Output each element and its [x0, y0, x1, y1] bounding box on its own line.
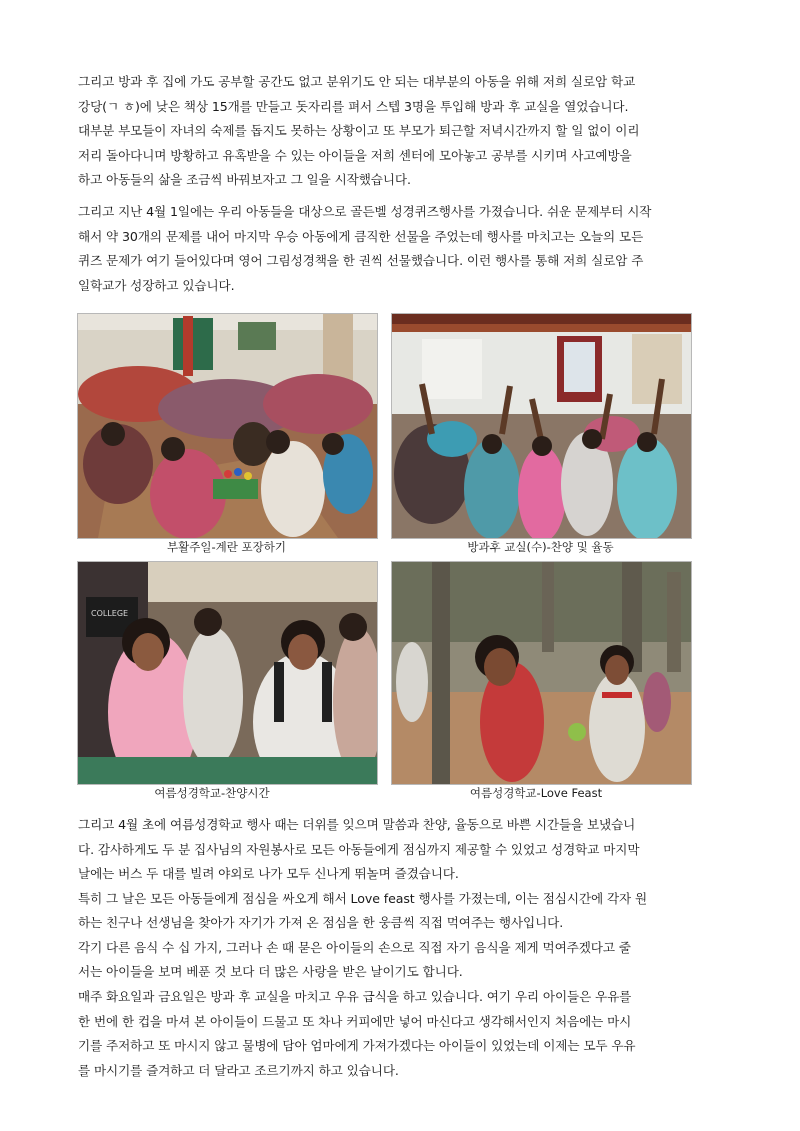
- text-line: 각기 다른 음식 수 십 가지, 그러나 손 때 묻은 아이들의 손으로 직접 자기 음식을 제게 먹여주겠다고 줄: [78, 939, 631, 955]
- text-line: 그리고 지난 4월 1일에는 우리 아동들을 대상으로 골든벨 성경퀴즈행사를 가졌습니다. 쉬운 문제부터 시작: [78, 204, 652, 219]
- photo-love-feast: [391, 561, 692, 785]
- paragraph-after-school: [78, 70, 726, 193]
- text-line: 대부분 부모들이 자녀의 숙제를 돕지도 못하는 상황이고 또 부모가 퇴근할 저녁시간까지 할 일 없이 이리: [78, 123, 640, 138]
- photo-easter-egg-packing: [77, 313, 378, 539]
- text-line: 일학교가 성장하고 있습니다.: [78, 277, 235, 293]
- text-line: 매주 화요일과 금요일은 방과 후 교실을 마치고 우유 급식을 하고 있습니다. 여기 우리 아이들은 우유를: [78, 989, 632, 1004]
- photo-caption: 부활주일-계란 포장하기: [167, 540, 286, 554]
- text-line: 그리고 4월 초에 여름성경학교 행사 때는 더위를 잊으며 말씀과 찬양, 율동으로 바쁜 시간들을 보냈습니: [78, 817, 636, 832]
- paragraph-summer-bible-school: [78, 813, 726, 985]
- text-line: 저리 돌아다니며 방황하고 유혹받을 수 있는 아이들을 저희 센터에 모아놓고 공부를 시키며 사고예방을: [78, 147, 632, 163]
- text-line: 다. 감사하게도 두 분 집사님의 자원봉사로 모든 아동들에게 점심까지 제공할 수 있었고 성경학교 마지막: [78, 841, 640, 857]
- text-line: 퀴즈 문제가 여기 들어있다며 영어 그림성경책을 한 권씩 선물했습니다. 이런 행사를 통해 저희 실로암 주: [78, 253, 644, 268]
- text-line: 를 마시기를 즐겨하고 더 달라고 조르기까지 하고 있습니다.: [78, 1062, 399, 1078]
- text-line: 날에는 버스 두 대를 빌려 야외로 나가 모두 신나게 뛰놀며 즐겼습니다.: [78, 866, 459, 881]
- shirt-print-text: COLLEGE: [91, 609, 129, 618]
- photo-after-school-dance: [391, 313, 692, 539]
- text-line: 그리고 방과 후 집에 가도 공부할 공간도 없고 분위기도 안 되는 대부분의 아동을 위해 저희 실로암 학교: [78, 74, 636, 89]
- photo-caption: 방과후 교실(수)-찬양 및 율동: [467, 540, 614, 554]
- paragraph-golden-bell-quiz: [78, 200, 726, 298]
- text-line: 기를 주저하고 또 마시지 않고 물병에 담아 엄마에게 가져가겠다는 아이들이 있었는데 이제는 모두 우유: [78, 1038, 636, 1053]
- text-line: 한 번에 한 컵을 마셔 본 아이들이 드물고 또 차나 커피에만 넣어 마신다고 생각해서인지 처음에는 마시: [78, 1013, 632, 1029]
- text-line: 특히 그 날은 모든 아동들에게 점심을 싸오게 해서 Love feast 행사를 가졌는데, 이는 점심시간에 각자 원: [78, 890, 648, 906]
- text-line: 해서 약 30개의 문제를 내어 마지막 우승 아동에게 큼직한 선물을 주었는데 행사를 마치고는 오늘의 모든: [78, 228, 644, 244]
- text-line: 하는 친구나 선생님을 찾아가 자기가 가져 온 점심을 한 웅큼씩 직접 먹여주는 행사입니다.: [78, 915, 564, 930]
- photo-summer-school-praise: [77, 561, 378, 785]
- text-line: 하고 아동들의 삶을 조금씩 바꿔보자고 그 일을 시작했습니다.: [78, 172, 411, 187]
- text-line: 서는 아이들을 보며 베푼 것 보다 더 많은 사랑을 받은 날이기도 합니다.: [78, 964, 463, 979]
- text-line: 강당(ㄱ ㅎ)에 낮은 책상 15개를 만들고 돗자리를 펴서 스텝 3명을 투입해 방과 후 교실을 열었습니다.: [78, 98, 629, 114]
- photo-caption: 여름성경학교-Love Feast: [469, 786, 603, 800]
- paragraph-milk-program: [78, 985, 726, 1083]
- photo-caption: 여름성경학교-찬양시간: [154, 786, 270, 800]
